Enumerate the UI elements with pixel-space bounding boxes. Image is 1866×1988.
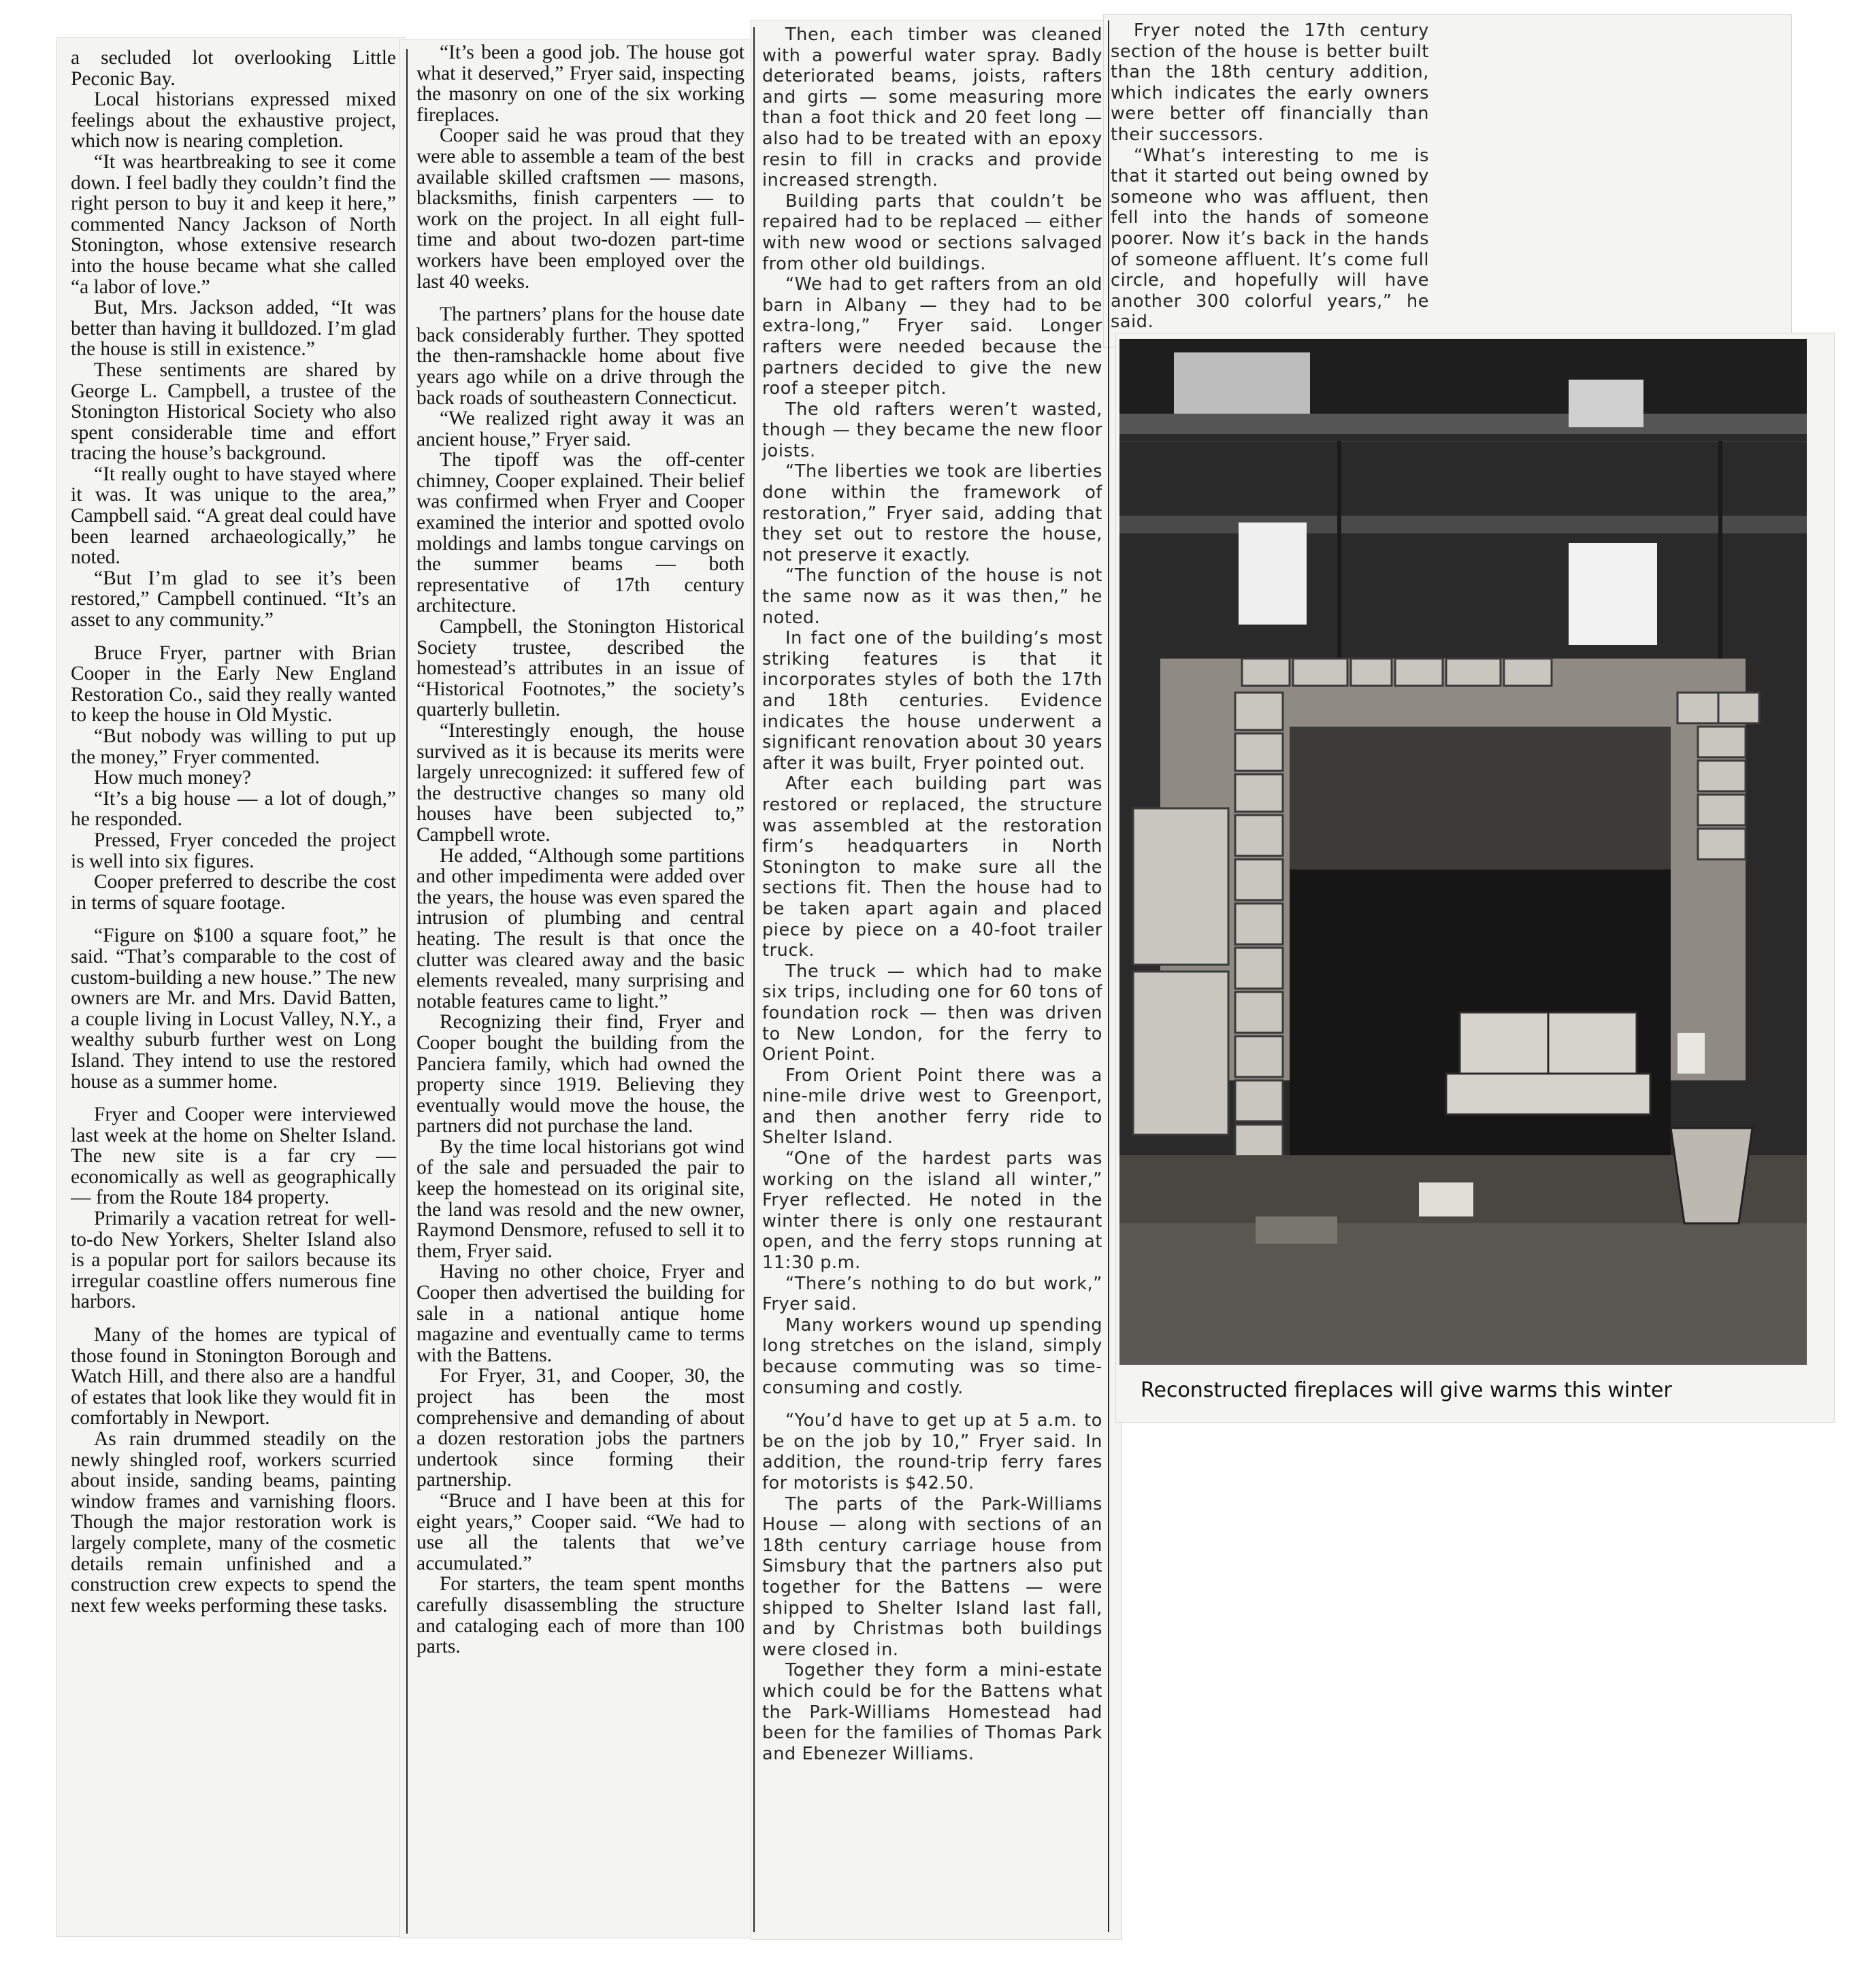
paragraph: “The liberties we took are liberties done within the framework of restoration,” Fryer said, adding that they set out to restore the house, not preserve it exactly.	[762, 461, 1102, 565]
paragraph: “But I’m glad to see it’s been restored,” Campbell continued. “It’s an asset to any community.”	[71, 567, 396, 631]
paragraph: Cooper preferred to describe the cost in terms of square footage.	[71, 871, 396, 914]
paragraph: But, Mrs. Jackson added, “It was better than having it bulldozed. I’m glad the house is still in existence.”	[71, 297, 396, 361]
paragraph: Cooper said he was proud that they were able to assemble a team of the best available skilled craftsmen — masons, blacksmiths, finish carpenters — to work on the project. In all eight full-time and about two-dozen part-time workers have been employed over the last 40 weeks.	[416, 125, 744, 293]
paragraph: Together they form a mini-estate which could be for the Battens what the Park-Williams Homestead had been for the families of Thomas Park and Ebenezer Williams.	[762, 1660, 1102, 1764]
paragraph: The partners’ plans for the house date back considerably further. They spotted the then-ramshackle home about five years ago while on a drive through the back roads of southeastern Connecticut.	[416, 303, 744, 409]
paragraph: Pressed, Fryer conceded the project is well into six figures.	[71, 829, 396, 872]
paragraph: “It’s a big house — a lot of dough,” he responded.	[71, 787, 396, 831]
paragraph: Having no other choice, Fryer and Cooper then advertised the building for sale in a national antique home magazine and eventually came to terms with the Battens.	[416, 1261, 744, 1366]
paragraph: “The function of the house is not the same now as it was then,” he noted.	[762, 565, 1102, 628]
paragraph: He added, “Although some partitions and other impedimenta were added over the years, the house was even spared the intrusion of plumbing and central heating. The result is that once the clutter was cleared away and the basic elements revealed, many surprising and notable features came to light.”	[416, 844, 744, 1012]
paragraph: Fryer and Cooper were interviewed last week at the home on Shelter Island. The new site is a far cry — economically as well as geographically — from the Route 184 property.	[71, 1104, 396, 1209]
paragraph: Primarily a vacation retreat for well-to-do New Yorkers, Shelter Island also is a popular port for sailors because its irregular coastline offers numerous fine harbors.	[71, 1208, 396, 1313]
paragraph: “Bruce and I have been at this for eight years,” Cooper said. “We had to use all the talents that we’ve accumulated.”	[416, 1489, 744, 1574]
paragraph: By the time local historians got wind of the sale and persuaded the pair to keep the homestead on its original site, the land was resold and the new owner, Raymond Densmore, refused to sell it to them, Fryer said.	[416, 1136, 744, 1262]
paragraph: In fact one of the building’s most striking features is that it incorporates styles of both the 17th and 18th centuries. Evidence indicates the house underwent a significant renovation about 30 years after it was built, Fryer pointed out.	[762, 628, 1102, 774]
paragraph: “What’s interesting to me is that it started out being owned by someone who was affluent, then fell into the hands of someone poorer. Now it’s back in the hands of someone affluent. It’s come full circle, and hopefully will have another 300 colorful years,” he said.	[1111, 145, 1429, 333]
paragraph: “There’s nothing to do but work,” Fryer said.	[762, 1273, 1102, 1315]
paragraph: From Orient Point there was a nine-mile drive west to Greenport, and then another ferry ride to Shelter Island.	[762, 1065, 1102, 1148]
paragraph: Many of the homes are typical of those found in Stonington Borough and Watch Hill, and there also are a handful of estates that look like they would fit in comfortably in Newport.	[71, 1324, 396, 1429]
article-column-4	[1111, 20, 1429, 333]
fireplace-illustration	[1119, 339, 1807, 1365]
photo-caption: Reconstructed fireplaces will give warms this winter	[1141, 1378, 1672, 1402]
paragraph: Many workers wound up spending long stretches on the island, simply because commuting was so time-consuming and costly.	[762, 1314, 1102, 1398]
paragraph: “Figure on $100 a square foot,” he said. “That’s comparable to the cost of custom-building a new house.” The new owners are Mr. and Mrs. David Batten, a couple living in Locust Valley, N.Y., a wealthy suburb further west on Long Island. They intend to use the restored house as a summer home.	[71, 925, 396, 1093]
paragraph: How much money?	[94, 767, 252, 789]
paragraph: “One of the hardest parts was working on the island all winter,” Fryer reflected. He noted in the winter there is only one restaurant open, and the ferry stops running at 11:30 p.m.	[762, 1148, 1102, 1274]
paragraph: The parts of the Park-Williams House — along with sections of an 18th century carriage house from Simsbury that the partners also put together for the Battens — were shipped to Shelter Island last fall, and by Christmas both buildings were closed in.	[762, 1493, 1102, 1660]
paragraph: For starters, the team spent months carefully disassembling the structure and cataloging each of more than 100 parts.	[416, 1573, 744, 1658]
column-rule-3	[1108, 20, 1109, 1932]
paragraph: “You’d have to get up at 5 a.m. to be on the job by 10,” Fryer said. In addition, the round-trip ferry fares for motorists is $42.50.	[762, 1410, 1102, 1493]
paragraph: The truck — which had to make six trips, including one for 60 tons of foundation rock — then was driven to New London, for the ferry to Orient Point.	[762, 961, 1102, 1065]
paragraph: After each building part was restored or replaced, the structure was assembled at the restoration firm’s headquarters in North Stonington to make sure all the sections fit. Then the house had to be taken apart again and placed piece by piece on a 40-foot trailer truck.	[762, 774, 1102, 961]
paragraph: The tipoff was the off-center chimney, Cooper explained. Their belief was confirmed when Fryer and Cooper examined the interior and spotted ovolo moldings and lambs tongue carvings on the summer beams — both representative of 17th century architecture.	[416, 449, 744, 617]
paragraph: The old rafters weren’t wasted, though — they became the new floor joists.	[762, 399, 1102, 461]
paragraph: As rain drummed steadily on the newly shingled roof, workers scurried about inside, sanding beams, painting window frames and varnishing floors. Though the major restoration work is largely complete, many of the cosmetic details remain unfinished and a construction crew expects to spend the next few weeks performing these tasks.	[71, 1428, 396, 1617]
paragraph: “We had to get rafters from an old barn in Albany — they had to be extra-long,” Fryer said. Longer rafters were needed because the partners decided to give the new roof a steeper pitch.	[762, 274, 1102, 399]
paragraph: “It’s been a good job. The house got what it deserved,” Fryer said, inspecting the masonry on one of the six working fireplaces.	[416, 42, 744, 126]
paragraph: “We realized right away it was an ancient house,” Fryer said.	[416, 408, 744, 450]
paragraph: “But nobody was willing to put up the money,” Fryer commented.	[71, 725, 396, 768]
article-column-3	[762, 24, 1102, 1764]
paragraph: For Fryer, 31, and Cooper, 30, the project has been the most comprehensive and demanding of about a dozen restoration jobs the partners undertook since forming their partnership.	[416, 1365, 744, 1491]
fireplace-photo	[1119, 339, 1807, 1365]
paragraph: Building parts that couldn’t be repaired had to be replaced — either with new wood or sections salvaged from other old buildings.	[762, 190, 1102, 274]
paragraph: “It was heartbreaking to see it come down. I feel badly they couldn’t find the right person to buy it and keep it here,” commented Nancy Jackson of North Stonington, whose extensive research into the house became what she called “a labor of love.”	[71, 150, 396, 298]
article-column-1	[71, 48, 396, 1616]
paragraph: “It really ought to have stayed where it was. It was unique to the area,” Campbell said. “A great deal could have been learned archaeologically,” he noted.	[71, 463, 396, 569]
article-column-2	[416, 42, 744, 1657]
paragraph: Fryer noted the 17th century section of the house is better built than the 18th century addition, which indicates the early owners were better off financially than their successors.	[1111, 20, 1429, 145]
paragraph: Local historians expressed mixed feelings about the exhaustive project, which now is nearing completion.	[71, 88, 396, 152]
paragraph: “Interestingly enough, the house survived as it is because its merits were largely unrecognized: it suffered few of the destructive changes so many old houses have been subjected to,” Campbell wrote.	[416, 720, 744, 846]
paragraph: a secluded lot overlooking Little Peconic Bay.	[71, 47, 396, 90]
paragraph: Recognizing their find, Fryer and Cooper bought the building from the Panciera family, which had owned the property since 1919. Believing they eventually would move the house, the partners did not purchase the land.	[416, 1011, 744, 1138]
paragraph: Bruce Fryer, partner with Brian Cooper in the Early New England Restoration Co., said they really wanted to keep the house in Old Mystic.	[71, 642, 396, 727]
paragraph: Campbell, the Stonington Historical Society trustee, described the homestead’s attributes in an issue of “Historical Footnotes,” the society’s quarterly bulletin.	[416, 616, 744, 721]
column-rule-1	[406, 49, 408, 1934]
column-rule-2	[753, 27, 755, 1932]
paragraph: Then, each timber was cleaned with a powerful water spray. Badly deteriorated beams, joists, rafters and girts — some measuring more than a foot thick and 20 feet long — also had to be treated with an epoxy resin to fill in cracks and provide increased strength.	[762, 24, 1102, 191]
paragraph: These sentiments are shared by George L. Campbell, a trustee of the Stonington Historical Society who also spent considerable time and effort tracing the house’s background.	[71, 359, 396, 465]
